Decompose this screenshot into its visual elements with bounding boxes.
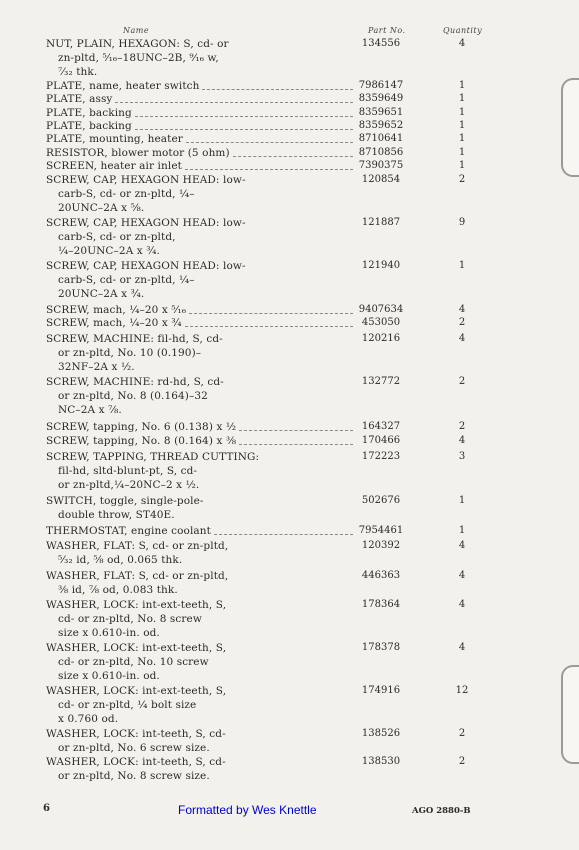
entry-name-line: or zn-pltd, No. 8 screw size. [58,769,210,782]
part-number: 138526 [361,728,401,739]
entry-name-line: or zn-pltd,¼–20NC–2 x ½. [58,478,200,491]
entry-name-line: NUT, PLAIN, HEXAGON: S, cd- or [46,38,229,50]
part-number: 174916 [361,685,401,696]
part-number: 170466 [361,435,401,446]
leader-dots [185,326,353,327]
entry-name-line: WASHER, FLAT: S, cd- or zn-pltd, [46,570,229,582]
quantity: 2 [458,174,466,185]
leader-dots [189,313,353,314]
entry-name-line: SCREW, mach, ¼–20 x ¾ [46,317,182,329]
entry-name-line: RESISTOR, blower motor (5 ohm) [46,147,230,159]
part-number: 121940 [361,260,401,271]
quantity: 9 [458,217,466,228]
entry-name-line: SCREW, MACHINE: rd-hd, S, cd- [46,376,224,388]
entry-name-line: THERMOSTAT, engine coolant [46,525,211,537]
entry-name-line: WASHER, LOCK: int-ext-teeth, S, [46,642,227,654]
quantity: 1 [458,93,466,104]
entry-name-line: or zn-pltd, No. 6 screw size. [58,741,210,754]
entry-name-line: PLATE, mounting, heater [46,133,183,145]
quantity: 1 [458,525,466,536]
entry-name-line: WASHER, LOCK: int-teeth, S, cd- [46,728,226,740]
leader-dots [214,534,353,535]
part-number: 121887 [361,217,401,228]
part-number: 8359652 [358,120,404,131]
part-number: 120216 [361,333,401,344]
part-number: 7390375 [358,160,404,171]
part-number: 164327 [361,421,401,432]
entry-name-line: PLATE, assy [46,93,113,105]
part-number: 453050 [361,317,401,328]
part-number: 178364 [361,599,401,610]
part-number: 8359651 [358,107,404,118]
quantity: 2 [458,756,466,767]
quantity: 4 [458,570,466,581]
page-number: 6 [43,803,50,814]
quantity: 1 [458,133,466,144]
entry-name-line: SCREW, CAP, HEXAGON HEAD: low- [46,174,246,186]
quantity: 1 [458,147,466,158]
entry-name-line: carb-S, cd- or zn-pltd, ¼– [58,187,195,200]
part-number: 9407634 [358,304,404,315]
entry-name-line: PLATE, backing [46,107,132,119]
entry-name-line: WASHER, LOCK: int-ext-teeth, S, [46,685,227,697]
quantity: 1 [458,160,466,171]
leader-dots [233,156,353,157]
entry-name-line: 32NF–2A x ½. [58,360,135,373]
part-number: 172223 [361,451,401,462]
entry-name-line: zn-pltd, ⁵⁄₁₆–18UNC–2B, ⁹⁄₁₆ w, [58,51,219,64]
leader-dots [239,444,353,445]
quantity: 1 [458,107,466,118]
entry-name-line: or zn-pltd, No. 8 (0.164)–32 [58,389,208,402]
entry-name-line: double throw, ST40E. [58,508,175,521]
header-name: Name [123,26,150,35]
entry-name-line: carb-S, cd- or zn-pltd, [58,230,176,243]
credit-text: Formatted by Wes Knettle [178,803,317,817]
entry-name-line: cd- or zn-pltd, ¼ bolt size [58,698,197,711]
quantity: 4 [458,642,466,653]
header-part-no: Part No. [368,26,406,35]
entry-name-line: SCREW, CAP, HEXAGON HEAD: low- [46,260,246,272]
entry-name-line: WASHER, LOCK: int-teeth, S, cd- [46,756,226,768]
entry-name-line: cd- or zn-pltd, No. 10 screw [58,655,209,668]
quantity: 4 [458,38,466,49]
entry-name-line: NC–2A x ⅞. [58,403,122,416]
entry-name-line: ⁵⁄₃₂ id, ⅝ od, 0.065 thk. [58,553,183,566]
quantity: 2 [458,376,466,387]
entry-name-line: ⅜ id, ⅞ od, 0.083 thk. [58,583,178,596]
part-number: 446363 [361,570,401,581]
part-number: 8710856 [358,147,404,158]
quantity: 4 [458,599,466,610]
entry-name-line: cd- or zn-pltd, No. 8 screw [58,612,202,625]
header-quantity: Quantity [443,26,483,35]
leader-dots [202,89,353,90]
leader-dots [185,169,353,170]
entry-name-line: ¼–20UNC–2A x ¾. [58,244,160,257]
entry-name-line: size x 0.610-in. od. [58,626,160,639]
leader-dots [115,102,353,103]
entry-name-line: SWITCH, toggle, single-pole- [46,495,204,507]
leader-dots [135,116,353,117]
entry-name-line: or zn-pltd, No. 10 (0.190)– [58,346,202,359]
part-number: 8710641 [358,133,404,144]
quantity: 1 [458,80,466,91]
entry-name-line: PLATE, backing [46,120,132,132]
entry-name-line: SCREW, mach, ¼–20 x ⁵⁄₁₆ [46,304,187,316]
quantity: 12 [455,685,469,696]
entry-name-line: WASHER, FLAT: S, cd- or zn-pltd, [46,540,229,552]
part-number: 120854 [361,174,401,185]
quantity: 1 [458,260,466,271]
entry-name-line: SCREW, tapping, No. 6 (0.138) x ½ [46,421,237,433]
quantity: 4 [458,540,466,551]
part-number: 132772 [361,376,401,387]
part-number: 8359649 [358,93,404,104]
ago-number: AGO 2880-B [412,806,471,816]
part-number: 502676 [361,495,401,506]
part-number: 7954461 [358,525,404,536]
entry-name-line: fil-hd, sltd-blunt-pt, S, cd- [58,464,198,477]
entry-name-line: SCREW, CAP, HEXAGON HEAD: low- [46,217,246,229]
part-number: 178378 [361,642,401,653]
quantity: 2 [458,728,466,739]
quantity: 2 [458,317,466,328]
entry-name-line: SCREW, TAPPING, THREAD CUTTING: [46,451,260,463]
part-number: 7986147 [358,80,404,91]
quantity: 1 [458,120,466,131]
entry-name-line: WASHER, LOCK: int-ext-teeth, S, [46,599,227,611]
quantity: 4 [458,333,466,344]
entry-name-line: carb-S, cd- or zn-pltd, ¼– [58,273,195,286]
entry-name-line: ⁷⁄₃₂ thk. [58,65,98,78]
part-number: 138530 [361,756,401,767]
quantity: 2 [458,421,466,432]
quantity: 1 [458,495,466,506]
entry-name-line: PLATE, name, heater switch [46,80,200,92]
leader-dots [239,430,353,431]
leader-dots [186,142,353,143]
quantity: 3 [458,451,466,462]
part-number: 134556 [361,38,401,49]
quantity: 4 [458,304,466,315]
entry-name-line: SCREEN, heater air inlet [46,160,182,172]
part-number: 120392 [361,540,401,551]
entry-name-line: 20UNC–2A x ⅝. [58,201,145,214]
entry-name-line: 20UNC–2A x ¾. [58,287,145,300]
entry-name-line: SCREW, MACHINE: fil-hd, S, cd- [46,333,223,345]
quantity: 4 [458,435,466,446]
entry-name-line: SCREW, tapping, No. 8 (0.164) x ⅜ [46,435,237,447]
entry-name-line: x 0.760 od. [58,712,119,725]
leader-dots [135,129,353,130]
entry-name-line: size x 0.610-in. od. [58,669,160,682]
